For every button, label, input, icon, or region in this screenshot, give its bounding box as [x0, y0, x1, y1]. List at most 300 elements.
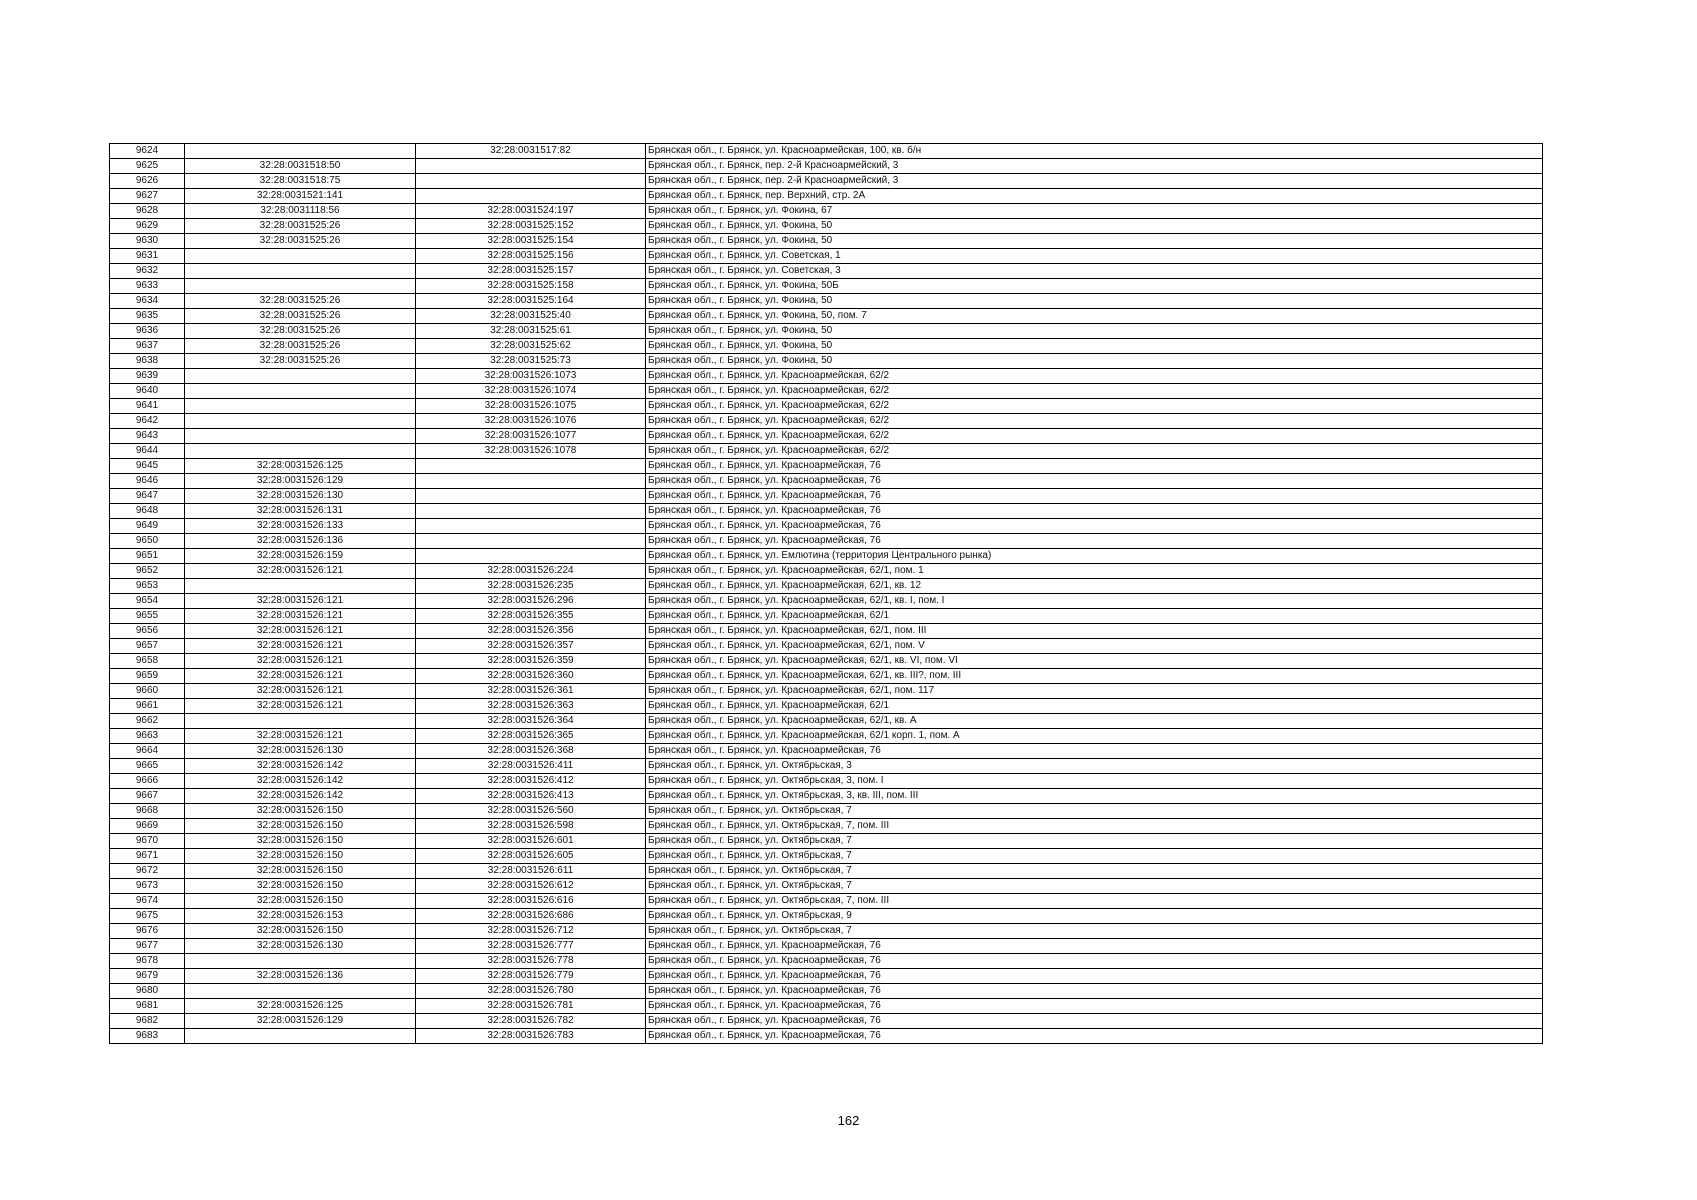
table-row [110, 759, 1543, 774]
object-cadastral-number-cell: 32:28:0031526:359 [416, 654, 646, 669]
object-cadastral-number-cell: 32:28:0031526:560 [416, 804, 646, 819]
object-cadastral-number-cell: 32:28:0031525:152 [416, 219, 646, 234]
land-cadastral-number-cell [185, 954, 416, 969]
land-cadastral-number-cell [185, 579, 416, 594]
address-cell: Брянская обл., г. Брянск, пер. Верхний, стр. 2А [646, 189, 1543, 204]
row-number-cell: 9661 [110, 699, 185, 714]
address-cell: Брянская обл., г. Брянск, ул. Фокина, 50 [646, 354, 1543, 369]
row-number-cell: 9678 [110, 954, 185, 969]
row-number-cell: 9636 [110, 324, 185, 339]
table-row [110, 819, 1543, 834]
address-cell: Брянская обл., г. Брянск, ул. Красноармейская, 62/1, кв. 12 [646, 579, 1543, 594]
table-row [110, 624, 1543, 639]
address-cell: Брянская обл., г. Брянск, ул. Красноармейская, 62/1, пом. 117 [646, 684, 1543, 699]
object-cadastral-number-cell: 32:28:0031526:1075 [416, 399, 646, 414]
land-cadastral-number-cell: 32:28:0031526:142 [185, 774, 416, 789]
land-cadastral-number-cell [185, 429, 416, 444]
object-cadastral-number-cell: 32:28:0031525:156 [416, 249, 646, 264]
address-cell: Брянская обл., г. Брянск, ул. Красноармейская, 62/1 корп. 1, пом. А [646, 729, 1543, 744]
land-cadastral-number-cell: 32:28:0031526:150 [185, 834, 416, 849]
table-row [110, 834, 1543, 849]
row-number-cell: 9643 [110, 429, 185, 444]
land-cadastral-number-cell [185, 384, 416, 399]
row-number-cell: 9644 [110, 444, 185, 459]
address-cell: Брянская обл., г. Брянск, ул. Октябрьская, 3 [646, 759, 1543, 774]
table-row [110, 264, 1543, 279]
land-cadastral-number-cell [185, 144, 416, 159]
address-cell: Брянская обл., г. Брянск, ул. Фокина, 50 [646, 294, 1543, 309]
table-row [110, 999, 1543, 1014]
object-cadastral-number-cell: 32:28:0031526:780 [416, 984, 646, 999]
land-cadastral-number-cell: 32:28:0031526:159 [185, 549, 416, 564]
row-number-cell: 9625 [110, 159, 185, 174]
address-cell: Брянская обл., г. Брянск, ул. Фокина, 50 [646, 324, 1543, 339]
land-cadastral-number-cell: 32:28:0031526:150 [185, 924, 416, 939]
row-number-cell: 9630 [110, 234, 185, 249]
address-cell: Брянская обл., г. Брянск, ул. Октябрьская, 9 [646, 909, 1543, 924]
table-row [110, 774, 1543, 789]
address-cell: Брянская обл., г. Брянск, ул. Советская, 1 [646, 249, 1543, 264]
table-row [110, 144, 1543, 159]
land-cadastral-number-cell: 32:28:0031526:153 [185, 909, 416, 924]
land-cadastral-number-cell: 32:28:0031526:121 [185, 654, 416, 669]
object-cadastral-number-cell: 32:28:0031526:779 [416, 969, 646, 984]
address-cell: Брянская обл., г. Брянск, ул. Фокина, 50 [646, 234, 1543, 249]
land-cadastral-number-cell: 32:28:0031521:141 [185, 189, 416, 204]
table-row [110, 699, 1543, 714]
table-row [110, 579, 1543, 594]
object-cadastral-number-cell: 32:28:0031526:1076 [416, 414, 646, 429]
address-cell: Брянская обл., г. Брянск, ул. Октябрьская, 7 [646, 864, 1543, 879]
row-number-cell: 9668 [110, 804, 185, 819]
row-number-cell: 9646 [110, 474, 185, 489]
address-cell: Брянская обл., г. Брянск, ул. Красноармейская, 62/1 [646, 699, 1543, 714]
land-cadastral-number-cell: 32:28:0031526:130 [185, 939, 416, 954]
object-cadastral-number-cell: 32:28:0031526:778 [416, 954, 646, 969]
object-cadastral-number-cell: 32:28:0031526:235 [416, 579, 646, 594]
object-cadastral-number-cell: 32:28:0031526:412 [416, 774, 646, 789]
address-cell: Брянская обл., г. Брянск, ул. Красноармейская, 76 [646, 954, 1543, 969]
table-row [110, 714, 1543, 729]
address-cell: Брянская обл., г. Брянск, ул. Красноармейская, 76 [646, 1014, 1543, 1029]
land-cadastral-number-cell: 32:28:0031526:121 [185, 729, 416, 744]
table-row [110, 189, 1543, 204]
table-row [110, 324, 1543, 339]
object-cadastral-number-cell: 32:28:0031526:611 [416, 864, 646, 879]
table-row [110, 594, 1543, 609]
address-cell: Брянская обл., г. Брянск, ул. Красноармейская, 62/1, пом. V [646, 639, 1543, 654]
table-row [110, 954, 1543, 969]
row-number-cell: 9624 [110, 144, 185, 159]
table-row [110, 444, 1543, 459]
table-row [110, 534, 1543, 549]
table-row [110, 219, 1543, 234]
object-cadastral-number-cell [416, 459, 646, 474]
object-cadastral-number-cell: 32:28:0031526:598 [416, 819, 646, 834]
object-cadastral-number-cell: 32:28:0031526:1077 [416, 429, 646, 444]
row-number-cell: 9681 [110, 999, 185, 1014]
object-cadastral-number-cell: 32:28:0031525:164 [416, 294, 646, 309]
table-row [110, 174, 1543, 189]
row-number-cell: 9642 [110, 414, 185, 429]
row-number-cell: 9639 [110, 369, 185, 384]
address-cell: Брянская обл., г. Брянск, ул. Красноармейская, 62/1, кв. III?, пом. III [646, 669, 1543, 684]
land-cadastral-number-cell: 32:28:0031526:150 [185, 804, 416, 819]
table-row [110, 909, 1543, 924]
object-cadastral-number-cell: 32:28:0031525:154 [416, 234, 646, 249]
object-cadastral-number-cell: 32:28:0031526:357 [416, 639, 646, 654]
address-cell: Брянская обл., г. Брянск, ул. Красноармейская, 76 [646, 534, 1543, 549]
address-cell: Брянская обл., г. Брянск, ул. Красноармейская, 76 [646, 519, 1543, 534]
table-row [110, 969, 1543, 984]
address-cell: Брянская обл., г. Брянск, ул. Фокина, 50Б [646, 279, 1543, 294]
row-number-cell: 9637 [110, 339, 185, 354]
object-cadastral-number-cell: 32:28:0031526:612 [416, 879, 646, 894]
object-cadastral-number-cell: 32:28:0031526:365 [416, 729, 646, 744]
table-row [110, 864, 1543, 879]
row-number-cell: 9677 [110, 939, 185, 954]
row-number-cell: 9670 [110, 834, 185, 849]
land-cadastral-number-cell [185, 714, 416, 729]
row-number-cell: 9649 [110, 519, 185, 534]
table-row [110, 234, 1543, 249]
table-row [110, 399, 1543, 414]
land-cadastral-number-cell: 32:28:0031526:121 [185, 624, 416, 639]
address-cell: Брянская обл., г. Брянск, ул. Фокина, 67 [646, 204, 1543, 219]
row-number-cell: 9666 [110, 774, 185, 789]
registry-table-body [110, 144, 1543, 1044]
table-row [110, 414, 1543, 429]
row-number-cell: 9645 [110, 459, 185, 474]
address-cell: Брянская обл., г. Брянск, ул. Красноармейская, 76 [646, 474, 1543, 489]
object-cadastral-number-cell: 32:28:0031526:363 [416, 699, 646, 714]
row-number-cell: 9667 [110, 789, 185, 804]
object-cadastral-number-cell [416, 189, 646, 204]
object-cadastral-number-cell: 32:28:0031525:73 [416, 354, 646, 369]
land-cadastral-number-cell [185, 414, 416, 429]
address-cell: Брянская обл., г. Брянск, ул. Емлютина (территория Центрального рынка) [646, 549, 1543, 564]
land-cadastral-number-cell: 32:28:0031526:125 [185, 459, 416, 474]
table-row [110, 159, 1543, 174]
object-cadastral-number-cell: 32:28:0031526:782 [416, 1014, 646, 1029]
table-row [110, 459, 1543, 474]
object-cadastral-number-cell: 32:28:0031525:40 [416, 309, 646, 324]
row-number-cell: 9650 [110, 534, 185, 549]
object-cadastral-number-cell: 32:28:0031526:296 [416, 594, 646, 609]
table-row [110, 729, 1543, 744]
address-cell: Брянская обл., г. Брянск, ул. Красноармейская, 100, кв. б/н [646, 144, 1543, 159]
row-number-cell: 9648 [110, 504, 185, 519]
table-row [110, 894, 1543, 909]
address-cell: Брянская обл., г. Брянск, ул. Октябрьская, 3, пом. I [646, 774, 1543, 789]
object-cadastral-number-cell: 32:28:0031526:1074 [416, 384, 646, 399]
land-cadastral-number-cell [185, 279, 416, 294]
row-number-cell: 9669 [110, 819, 185, 834]
object-cadastral-number-cell [416, 489, 646, 504]
table-row [110, 489, 1543, 504]
table-row [110, 309, 1543, 324]
object-cadastral-number-cell: 32:28:0031526:712 [416, 924, 646, 939]
land-cadastral-number-cell: 32:28:0031526:142 [185, 789, 416, 804]
row-number-cell: 9626 [110, 174, 185, 189]
object-cadastral-number-cell: 32:28:0031526:601 [416, 834, 646, 849]
land-cadastral-number-cell: 32:28:0031526:129 [185, 1014, 416, 1029]
row-number-cell: 9664 [110, 744, 185, 759]
address-cell: Брянская обл., г. Брянск, ул. Октябрьская, 3, кв. III, пом. III [646, 789, 1543, 804]
object-cadastral-number-cell: 32:28:0031526:356 [416, 624, 646, 639]
land-cadastral-number-cell: 32:28:0031526:121 [185, 639, 416, 654]
table-row [110, 564, 1543, 579]
object-cadastral-number-cell: 32:28:0031525:158 [416, 279, 646, 294]
land-cadastral-number-cell: 32:28:0031525:26 [185, 324, 416, 339]
row-number-cell: 9638 [110, 354, 185, 369]
land-cadastral-number-cell: 32:28:0031526:121 [185, 699, 416, 714]
land-cadastral-number-cell: 32:28:0031525:26 [185, 354, 416, 369]
address-cell: Брянская обл., г. Брянск, ул. Октябрьская, 7 [646, 879, 1543, 894]
table-row [110, 249, 1543, 264]
row-number-cell: 9635 [110, 309, 185, 324]
address-cell: Брянская обл., г. Брянск, ул. Советская, 3 [646, 264, 1543, 279]
address-cell: Брянская обл., г. Брянск, ул. Красноармейская, 62/1, кв. VI, пом. VI [646, 654, 1543, 669]
row-number-cell: 9641 [110, 399, 185, 414]
address-cell: Брянская обл., г. Брянск, ул. Красноармейская, 76 [646, 969, 1543, 984]
object-cadastral-number-cell: 32:28:0031526:781 [416, 999, 646, 1014]
address-cell: Брянская обл., г. Брянск, ул. Красноармейская, 62/2 [646, 429, 1543, 444]
table-row [110, 789, 1543, 804]
table-row [110, 924, 1543, 939]
address-cell: Брянская обл., г. Брянск, ул. Октябрьская, 7 [646, 849, 1543, 864]
address-cell: Брянская обл., г. Брянск, ул. Красноармейская, 62/2 [646, 369, 1543, 384]
row-number-cell: 9674 [110, 894, 185, 909]
land-cadastral-number-cell: 32:28:0031526:136 [185, 969, 416, 984]
row-number-cell: 9662 [110, 714, 185, 729]
row-number-cell: 9671 [110, 849, 185, 864]
row-number-cell: 9656 [110, 624, 185, 639]
address-cell: Брянская обл., г. Брянск, ул. Красноармейская, 62/1, кв. А [646, 714, 1543, 729]
address-cell: Брянская обл., г. Брянск, ул. Октябрьская, 7, пом. III [646, 894, 1543, 909]
land-cadastral-number-cell: 32:28:0031518:50 [185, 159, 416, 174]
object-cadastral-number-cell [416, 474, 646, 489]
object-cadastral-number-cell: 32:28:0031526:364 [416, 714, 646, 729]
object-cadastral-number-cell: 32:28:0031526:360 [416, 669, 646, 684]
land-cadastral-number-cell: 32:28:0031526:150 [185, 894, 416, 909]
address-cell: Брянская обл., г. Брянск, ул. Красноармейская, 76 [646, 999, 1543, 1014]
object-cadastral-number-cell: 32:28:0031526:686 [416, 909, 646, 924]
row-number-cell: 9629 [110, 219, 185, 234]
row-number-cell: 9665 [110, 759, 185, 774]
table-row [110, 639, 1543, 654]
land-cadastral-number-cell: 32:28:0031526:121 [185, 609, 416, 624]
address-cell: Брянская обл., г. Брянск, ул. Красноармейская, 76 [646, 459, 1543, 474]
page-number: 162 [837, 1113, 860, 1128]
table-row [110, 204, 1543, 219]
address-cell: Брянская обл., г. Брянск, ул. Красноармейская, 62/1, пом. 1 [646, 564, 1543, 579]
address-cell: Брянская обл., г. Брянск, ул. Красноармейская, 62/1, пом. III [646, 624, 1543, 639]
row-number-cell: 9627 [110, 189, 185, 204]
table-row [110, 384, 1543, 399]
address-cell: Брянская обл., г. Брянск, ул. Октябрьская, 7 [646, 834, 1543, 849]
address-cell: Брянская обл., г. Брянск, ул. Октябрьская, 7 [646, 804, 1543, 819]
land-cadastral-number-cell: 32:28:0031525:26 [185, 234, 416, 249]
address-cell: Брянская обл., г. Брянск, ул. Октябрьская, 7 [646, 924, 1543, 939]
table-row [110, 744, 1543, 759]
row-number-cell: 9679 [110, 969, 185, 984]
object-cadastral-number-cell: 32:28:0031526:783 [416, 1029, 646, 1044]
address-cell: Брянская обл., г. Брянск, ул. Октябрьская, 7, пом. III [646, 819, 1543, 834]
object-cadastral-number-cell: 32:28:0031526:413 [416, 789, 646, 804]
object-cadastral-number-cell: 32:28:0031526:616 [416, 894, 646, 909]
row-number-cell: 9640 [110, 384, 185, 399]
object-cadastral-number-cell: 32:28:0031524:197 [416, 204, 646, 219]
object-cadastral-number-cell: 32:28:0031525:61 [416, 324, 646, 339]
land-cadastral-number-cell [185, 369, 416, 384]
land-cadastral-number-cell: 32:28:0031526:150 [185, 819, 416, 834]
row-number-cell: 9683 [110, 1029, 185, 1044]
row-number-cell: 9673 [110, 879, 185, 894]
registry-table [109, 143, 1543, 1044]
table-row [110, 654, 1543, 669]
table-row [110, 429, 1543, 444]
object-cadastral-number-cell: 32:28:0031526:777 [416, 939, 646, 954]
address-cell: Брянская обл., г. Брянск, ул. Красноармейская, 62/1 [646, 609, 1543, 624]
row-number-cell: 9658 [110, 654, 185, 669]
land-cadastral-number-cell: 32:28:0031526:121 [185, 594, 416, 609]
row-number-cell: 9660 [110, 684, 185, 699]
address-cell: Брянская обл., г. Брянск, ул. Фокина, 50, пом. 7 [646, 309, 1543, 324]
address-cell: Брянская обл., г. Брянск, пер. 2-й Красноармейский, 3 [646, 159, 1543, 174]
land-cadastral-number-cell: 32:28:0031526:133 [185, 519, 416, 534]
land-cadastral-number-cell [185, 444, 416, 459]
row-number-cell: 9647 [110, 489, 185, 504]
table-row [110, 684, 1543, 699]
land-cadastral-number-cell: 32:28:0031525:26 [185, 219, 416, 234]
object-cadastral-number-cell [416, 534, 646, 549]
object-cadastral-number-cell [416, 549, 646, 564]
address-cell: Брянская обл., г. Брянск, ул. Красноармейская, 62/2 [646, 384, 1543, 399]
table-row [110, 369, 1543, 384]
land-cadastral-number-cell: 32:28:0031526:142 [185, 759, 416, 774]
row-number-cell: 9652 [110, 564, 185, 579]
address-cell: Брянская обл., г. Брянск, ул. Красноармейская, 76 [646, 939, 1543, 954]
land-cadastral-number-cell [185, 249, 416, 264]
land-cadastral-number-cell: 32:28:0031526:131 [185, 504, 416, 519]
land-cadastral-number-cell: 32:28:0031525:26 [185, 309, 416, 324]
land-cadastral-number-cell: 32:28:0031526:130 [185, 489, 416, 504]
land-cadastral-number-cell: 32:28:0031526:150 [185, 864, 416, 879]
land-cadastral-number-cell: 32:28:0031526:121 [185, 669, 416, 684]
row-number-cell: 9657 [110, 639, 185, 654]
table-row [110, 1014, 1543, 1029]
address-cell: Брянская обл., г. Брянск, ул. Красноармейская, 62/1, кв. I, пом. I [646, 594, 1543, 609]
land-cadastral-number-cell [185, 399, 416, 414]
land-cadastral-number-cell [185, 1029, 416, 1044]
object-cadastral-number-cell [416, 504, 646, 519]
object-cadastral-number-cell: 32:28:0031526:1073 [416, 369, 646, 384]
row-number-cell: 9672 [110, 864, 185, 879]
table-row [110, 879, 1543, 894]
object-cadastral-number-cell: 32:28:0031526:1078 [416, 444, 646, 459]
land-cadastral-number-cell: 32:28:0031525:26 [185, 294, 416, 309]
row-number-cell: 9682 [110, 1014, 185, 1029]
object-cadastral-number-cell: 32:28:0031526:411 [416, 759, 646, 774]
address-cell: Брянская обл., г. Брянск, ул. Красноармейская, 62/2 [646, 399, 1543, 414]
row-number-cell: 9680 [110, 984, 185, 999]
object-cadastral-number-cell [416, 159, 646, 174]
address-cell: Брянская обл., г. Брянск, ул. Красноармейская, 76 [646, 1029, 1543, 1044]
address-cell: Брянская обл., г. Брянск, ул. Фокина, 50 [646, 339, 1543, 354]
land-cadastral-number-cell: 32:28:0031525:26 [185, 339, 416, 354]
address-cell: Брянская обл., г. Брянск, ул. Красноармейская, 76 [646, 489, 1543, 504]
table-row [110, 804, 1543, 819]
land-cadastral-number-cell: 32:28:0031526:125 [185, 999, 416, 1014]
table-row [110, 669, 1543, 684]
row-number-cell: 9633 [110, 279, 185, 294]
row-number-cell: 9628 [110, 204, 185, 219]
object-cadastral-number-cell [416, 174, 646, 189]
row-number-cell: 9675 [110, 909, 185, 924]
address-cell: Брянская обл., г. Брянск, ул. Красноармейская, 76 [646, 744, 1543, 759]
address-cell: Брянская обл., г. Брянск, ул. Красноармейская, 76 [646, 504, 1543, 519]
object-cadastral-number-cell: 32:28:0031525:62 [416, 339, 646, 354]
address-cell: Брянская обл., г. Брянск, пер. 2-й Красноармейский, 3 [646, 174, 1543, 189]
land-cadastral-number-cell: 32:28:0031526:150 [185, 849, 416, 864]
row-number-cell: 9654 [110, 594, 185, 609]
address-cell: Брянская обл., г. Брянск, ул. Красноармейская, 76 [646, 984, 1543, 999]
table-row [110, 519, 1543, 534]
address-cell: Брянская обл., г. Брянск, ул. Красноармейская, 62/2 [646, 414, 1543, 429]
land-cadastral-number-cell [185, 264, 416, 279]
table-row [110, 984, 1543, 999]
land-cadastral-number-cell: 32:28:0031526:130 [185, 744, 416, 759]
land-cadastral-number-cell: 32:28:0031526:150 [185, 879, 416, 894]
table-row [110, 354, 1543, 369]
row-number-cell: 9653 [110, 579, 185, 594]
table-row [110, 849, 1543, 864]
object-cadastral-number-cell: 32:28:0031526:355 [416, 609, 646, 624]
row-number-cell: 9632 [110, 264, 185, 279]
table-row [110, 279, 1543, 294]
address-cell: Брянская обл., г. Брянск, ул. Фокина, 50 [646, 219, 1543, 234]
table-row [110, 294, 1543, 309]
row-number-cell: 9676 [110, 924, 185, 939]
row-number-cell: 9655 [110, 609, 185, 624]
land-cadastral-number-cell: 32:28:0031526:121 [185, 564, 416, 579]
object-cadastral-number-cell: 32:28:0031526:224 [416, 564, 646, 579]
land-cadastral-number-cell [185, 984, 416, 999]
object-cadastral-number-cell [416, 519, 646, 534]
row-number-cell: 9634 [110, 294, 185, 309]
row-number-cell: 9663 [110, 729, 185, 744]
row-number-cell: 9651 [110, 549, 185, 564]
table-row [110, 549, 1543, 564]
object-cadastral-number-cell: 32:28:0031517:82 [416, 144, 646, 159]
table-row [110, 939, 1543, 954]
land-cadastral-number-cell: 32:28:0031518:75 [185, 174, 416, 189]
table-row [110, 474, 1543, 489]
land-cadastral-number-cell: 32:28:0031526:121 [185, 684, 416, 699]
object-cadastral-number-cell: 32:28:0031526:605 [416, 849, 646, 864]
row-number-cell: 9659 [110, 669, 185, 684]
table-row [110, 339, 1543, 354]
land-cadastral-number-cell: 32:28:0031526:136 [185, 534, 416, 549]
address-cell: Брянская обл., г. Брянск, ул. Красноармейская, 62/2 [646, 444, 1543, 459]
land-cadastral-number-cell: 32:28:0031118:56 [185, 204, 416, 219]
object-cadastral-number-cell: 32:28:0031526:368 [416, 744, 646, 759]
table-row [110, 609, 1543, 624]
object-cadastral-number-cell: 32:28:0031525:157 [416, 264, 646, 279]
land-cadastral-number-cell: 32:28:0031526:129 [185, 474, 416, 489]
object-cadastral-number-cell: 32:28:0031526:361 [416, 684, 646, 699]
